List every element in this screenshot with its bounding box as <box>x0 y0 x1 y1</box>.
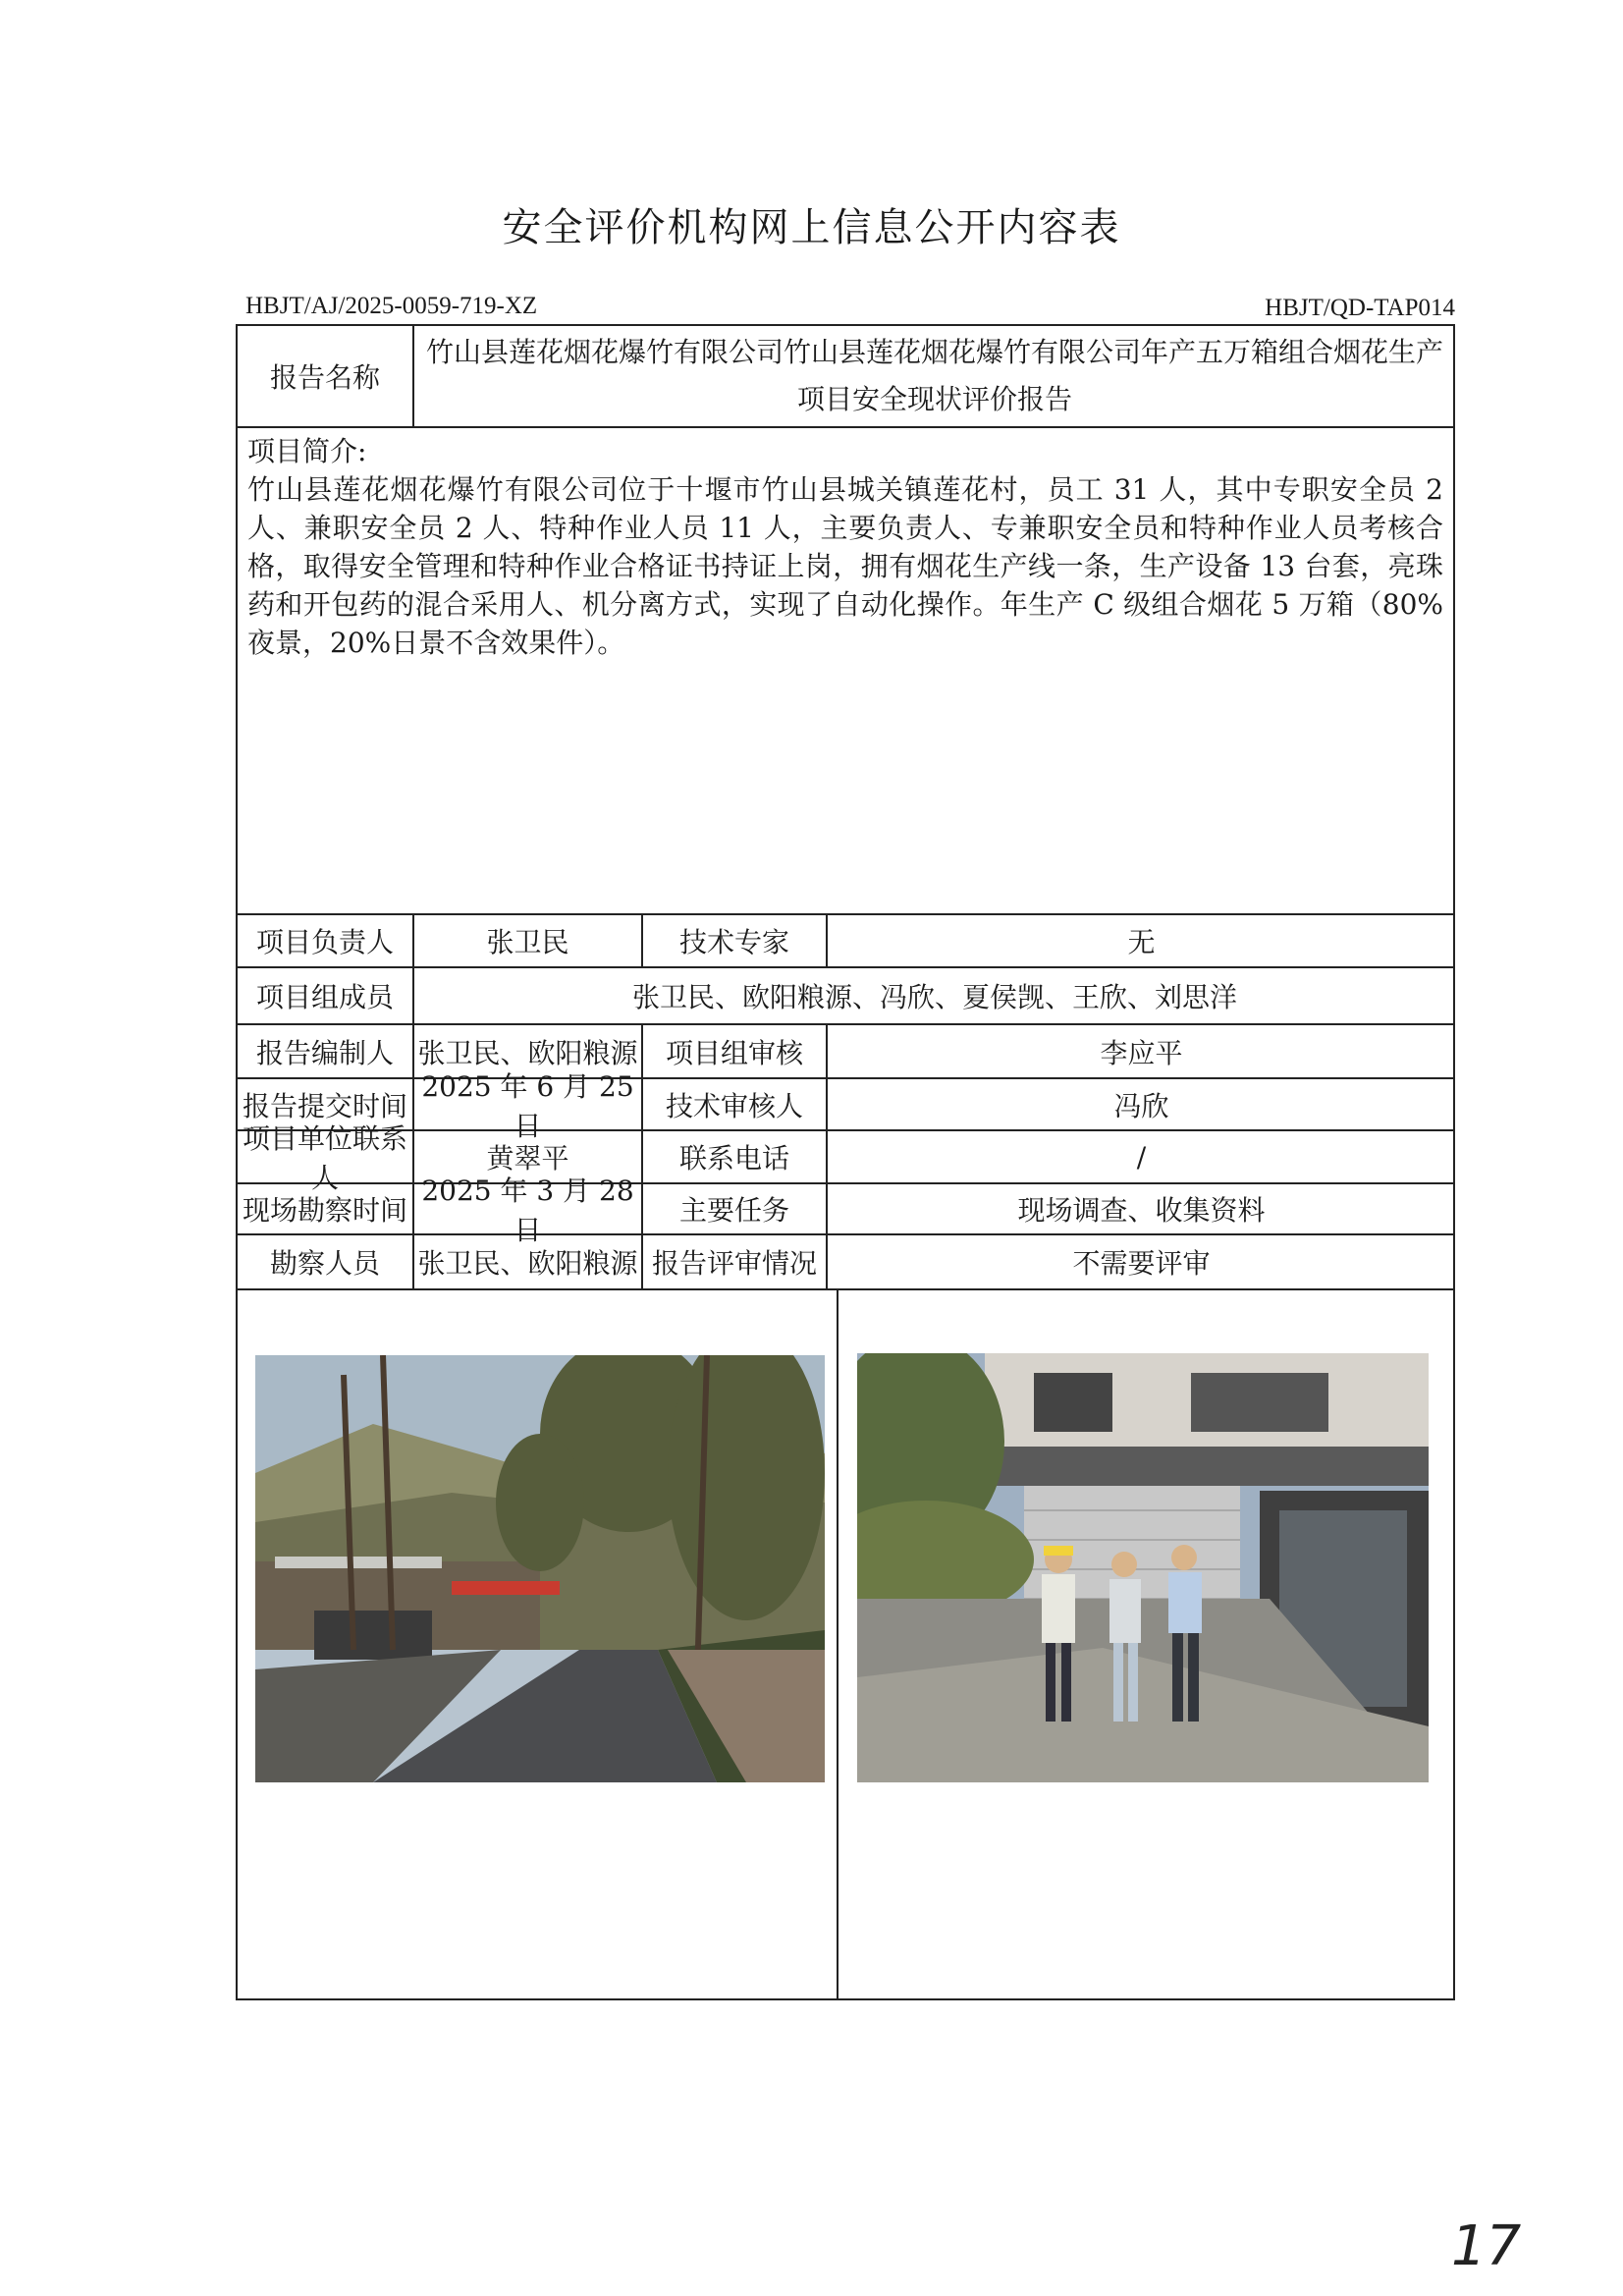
row-value: 2025 年 6 月 25 日 <box>412 1079 641 1129</box>
page-number: 17 <box>1451 2214 1522 2278</box>
row-value: 张卫民、欧阳粮源 <box>412 1235 641 1288</box>
row-value: 无 <box>826 915 1455 966</box>
row-value: 现场调查、收集资料 <box>826 1184 1455 1233</box>
row-value: 张卫民 <box>412 915 641 966</box>
project-intro <box>238 428 1453 666</box>
row-label: 项目组成员 <box>255 981 394 1013</box>
row-value: 张卫民、欧阳粮源、冯欣、夏侯觊、王欣、刘思洋 <box>412 968 1455 1023</box>
intro-text: 竹山县莲花烟花爆竹有限公司位于十堰市竹山县城关镇莲花村，员工 31 人，其中专职安全员 2 人、兼职安全员 2 人、特种作业人员 11 人，主要负责人、专兼职安全员和特种作业人员考核合格，取得安全管理和特种作业合格证书持证上岗，拥有烟花生产线一条，生产设备 13 台套，亮珠药和开包药的混合采用人、机分离方式，实现了自动化操作。年生产 C 级组合烟花 5 万箱（80%夜景，20%日景不含效果件）。 <box>247 473 1443 659</box>
row-label: 主要任务 <box>641 1184 826 1233</box>
row-label: 勘察人员 <box>269 1247 380 1280</box>
row-label: 报告编制人 <box>255 1036 394 1069</box>
row-value: 不需要评审 <box>826 1235 1455 1288</box>
site-photo-team <box>857 1353 1429 1782</box>
row-label: 项目单位联系人 <box>242 1122 407 1194</box>
row-value: 冯欣 <box>826 1079 1455 1129</box>
report-name-row <box>238 326 1453 428</box>
site-photo-road <box>255 1355 825 1782</box>
page-title: 安全评价机构网上信息公开内容表 <box>502 205 1121 250</box>
row-label: 项目组审核 <box>641 1025 826 1077</box>
info-table <box>236 324 1455 2000</box>
intro-label: 项目简介: <box>247 435 367 467</box>
row-value: / <box>826 1131 1455 1182</box>
document-code: HBJT/AJ/2025-0059-719-XZ <box>245 293 538 319</box>
report-name-label: 报告名称 <box>269 361 380 394</box>
row-label: 项目负责人 <box>255 926 394 958</box>
report-name-value: 竹山县莲花烟花爆竹有限公司竹山县莲花烟花爆竹有限公司年产五万箱组合烟花生产项目安全现状评价报告 <box>412 326 1455 426</box>
row-label: 技术专家 <box>641 915 826 966</box>
table-row <box>238 1235 1453 1290</box>
table-row <box>238 968 1453 1025</box>
table-row <box>238 1175 1453 1246</box>
row-value: 李应平 <box>826 1025 1455 1077</box>
table-row <box>238 1069 1453 1142</box>
form-code: HBJT/QD-TAP014 <box>1265 295 1455 321</box>
row-label: 报告评审情况 <box>641 1235 826 1288</box>
table-row <box>238 915 1453 968</box>
row-value: 张卫民、欧阳粮源 <box>412 1025 641 1077</box>
photo-divider <box>837 1290 839 1998</box>
row-label: 报告提交时间 <box>242 1089 407 1122</box>
row-label: 技术审核人 <box>641 1079 826 1129</box>
row-label: 现场勘察时间 <box>242 1194 407 1227</box>
project-intro-section <box>238 428 1453 915</box>
row-label: 联系电话 <box>641 1131 826 1182</box>
row-value: 黄翠平 <box>412 1131 641 1182</box>
row-value: 2025 年 3 月 28 日 <box>412 1184 641 1233</box>
